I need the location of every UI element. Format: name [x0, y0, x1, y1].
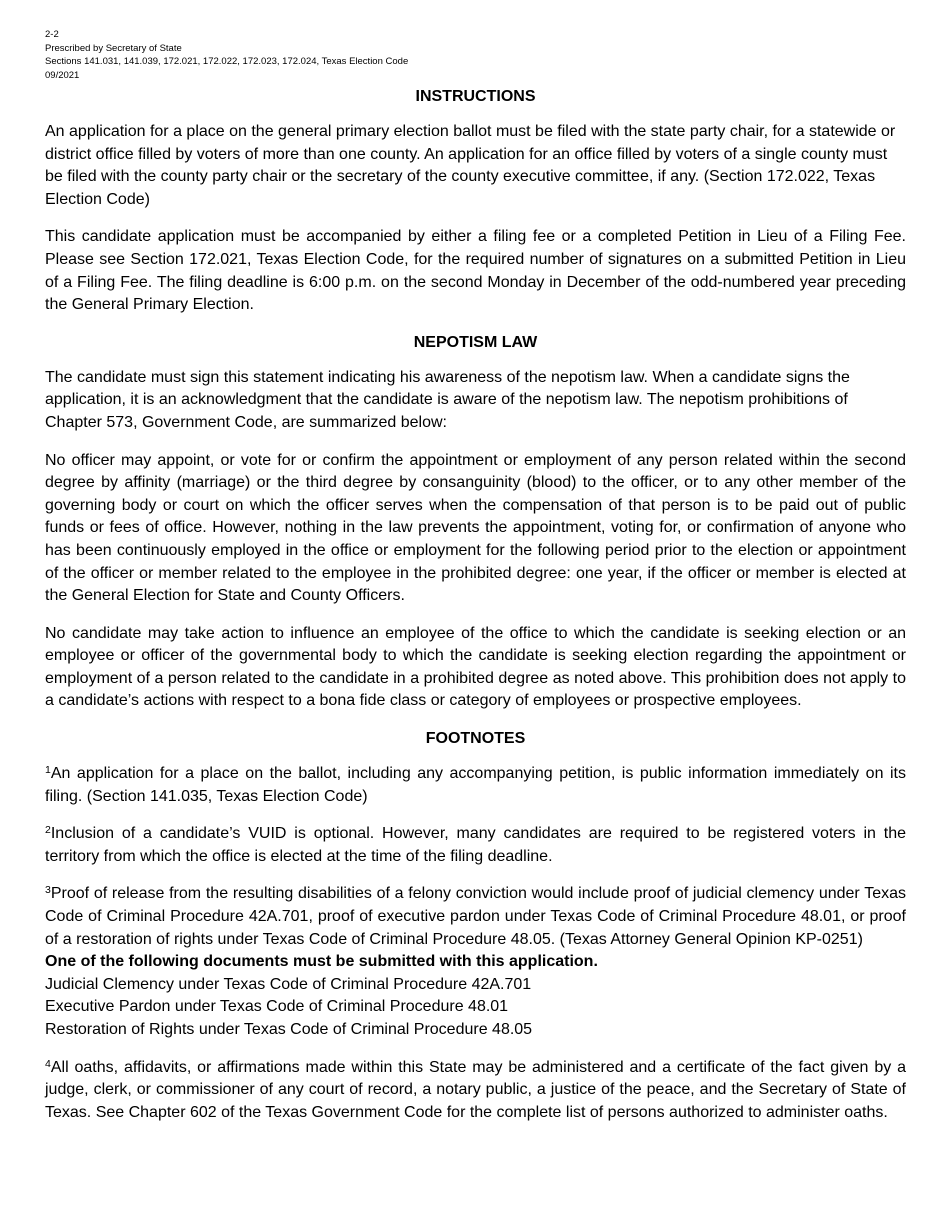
footnote-2-mark: 2 — [45, 824, 51, 837]
required-documents — [45, 951, 906, 1041]
required-documents-heading: One of the following documents must be submitted with this application. — [45, 953, 598, 971]
footnote-3-text: Proof of release from the resulting disabilities of a felony conviction would include proof of judicial clemency under Texas Code of Criminal Procedure 42A.701, proof of executive pardon under Texas Code of Criminal Procedure 48.01, or proof of a restoration of rights under Texas Code of Criminal Procedure 48.05. (Texas Attorney General Opinion KP-0251) — [45, 885, 906, 948]
form-date: 09/2021 — [45, 69, 80, 81]
form-header — [45, 28, 906, 82]
footnote-3 — [45, 883, 906, 951]
form-number: 2-2 — [45, 29, 59, 40]
nepotism-heading: NEPOTISM LAW — [413, 333, 538, 351]
footnote-1-text: An application for a place on the ballot, including any accompanying petition, is public information immediately on its filing. (Section 141.035, Texas Election Code) — [45, 765, 906, 805]
footnote-1 — [45, 763, 906, 808]
prescribed-by: Prescribed by Secretary of State — [45, 42, 182, 54]
footnote-1-mark: 1 — [45, 764, 51, 777]
footnote-4 — [45, 1057, 906, 1125]
document-page — [45, 28, 906, 1139]
footnotes-heading: FOOTNOTES — [425, 730, 526, 748]
document-item-executive-pardon: Executive Pardon under Texas Code of Criminal Procedure 48.01 — [45, 998, 509, 1016]
footnote-2 — [45, 823, 906, 868]
statute-sections: Sections 141.031, 141.039, 172.021, 172.022, 172.023, 172.024, Texas Election Code — [45, 56, 409, 67]
footnote-3-mark: 3 — [45, 884, 51, 897]
nepotism-paragraph-2: No officer may appoint, or vote for or confirm the appointment or employment of any person related within the second degree by affinity (marriage) or the third degree by consanguinity (blood) to the officer, or to any other member of the governing body or court on which the officer serves when the compensation of that person is to be paid out of public funds or fees of office. However, nothing in the law prevents the appointment, voting for, or confirmation of anyone who has been continuously employed in the office or employment for the following period prior to the election or appointment of the officer or member related to the employee in the prohibited degree: one year, if the officer or member is elected at the General Election for State and County Officers. — [45, 451, 906, 605]
footnote-2-text: Inclusion of a candidate’s VUID is optional. However, many candidates are required to be registered voters in the territory from which the office is elected at the time of the filing deadline. — [45, 825, 906, 865]
nepotism-paragraph-3: No candidate may take action to influence an employee of the office to which the candidate is seeking election or an employee or officer of the governmental body to which the candidate is seeking election regarding the appointment or employment of a person related to the candidate in a prohibited degree as noted above. This prohibition does not apply to a candidate’s actions with respect to a bona fide class or category of employees or prospective employees. — [45, 624, 906, 710]
instructions-paragraph-2: This candidate application must be accompanied by either a filing fee or a completed Petition in Lieu of a Filing Fee. Please see Section 172.021, Texas Election Code, for the required number of signatures on a submitted Petition in Lieu of a Filing Fee. The filing deadline is 6:00 p.m. on the second Monday in December of the odd-numbered year preceding the General Primary Election. — [45, 228, 906, 314]
footnote-4-mark: 4 — [45, 1057, 51, 1070]
instructions-heading: INSTRUCTIONS — [415, 88, 536, 105]
document-item-restoration-of-rights: Restoration of Rights under Texas Code of Criminal Procedure 48.05 — [45, 1021, 533, 1038]
instructions-paragraph-1: An application for a place on the general primary election ballot must be filed with the state party chair, for a statewide or district office filled by voters of more than one county. An application for an office filled by voters of a single county must be filed with the county party chair or the secretary of the county executive committee, if any. (Section 172.022, Texas Election Code) — [45, 123, 896, 208]
document-item-judicial-clemency: Judicial Clemency under Texas Code of Criminal Procedure 42A.701 — [45, 975, 532, 993]
footnote-4-text: All oaths, affidavits, or affirmations made within this State may be administered and a certificate of the fact given by a judge, clerk, or commissioner of any court of record, a notary public, a justice of the peace, and the Secretary of State of Texas. See Chapter 602 of the Texas Government Code for the complete list of persons authorized to administer oaths. — [45, 1058, 906, 1121]
nepotism-paragraph-1: The candidate must sign this statement indicating his awareness of the nepotism law. When a candidate signs the application, it is an acknowledgment that the candidate is aware of the nepotism law. The nepotism prohibitions of Chapter 573, Government Code, are summarized below: — [45, 368, 850, 431]
